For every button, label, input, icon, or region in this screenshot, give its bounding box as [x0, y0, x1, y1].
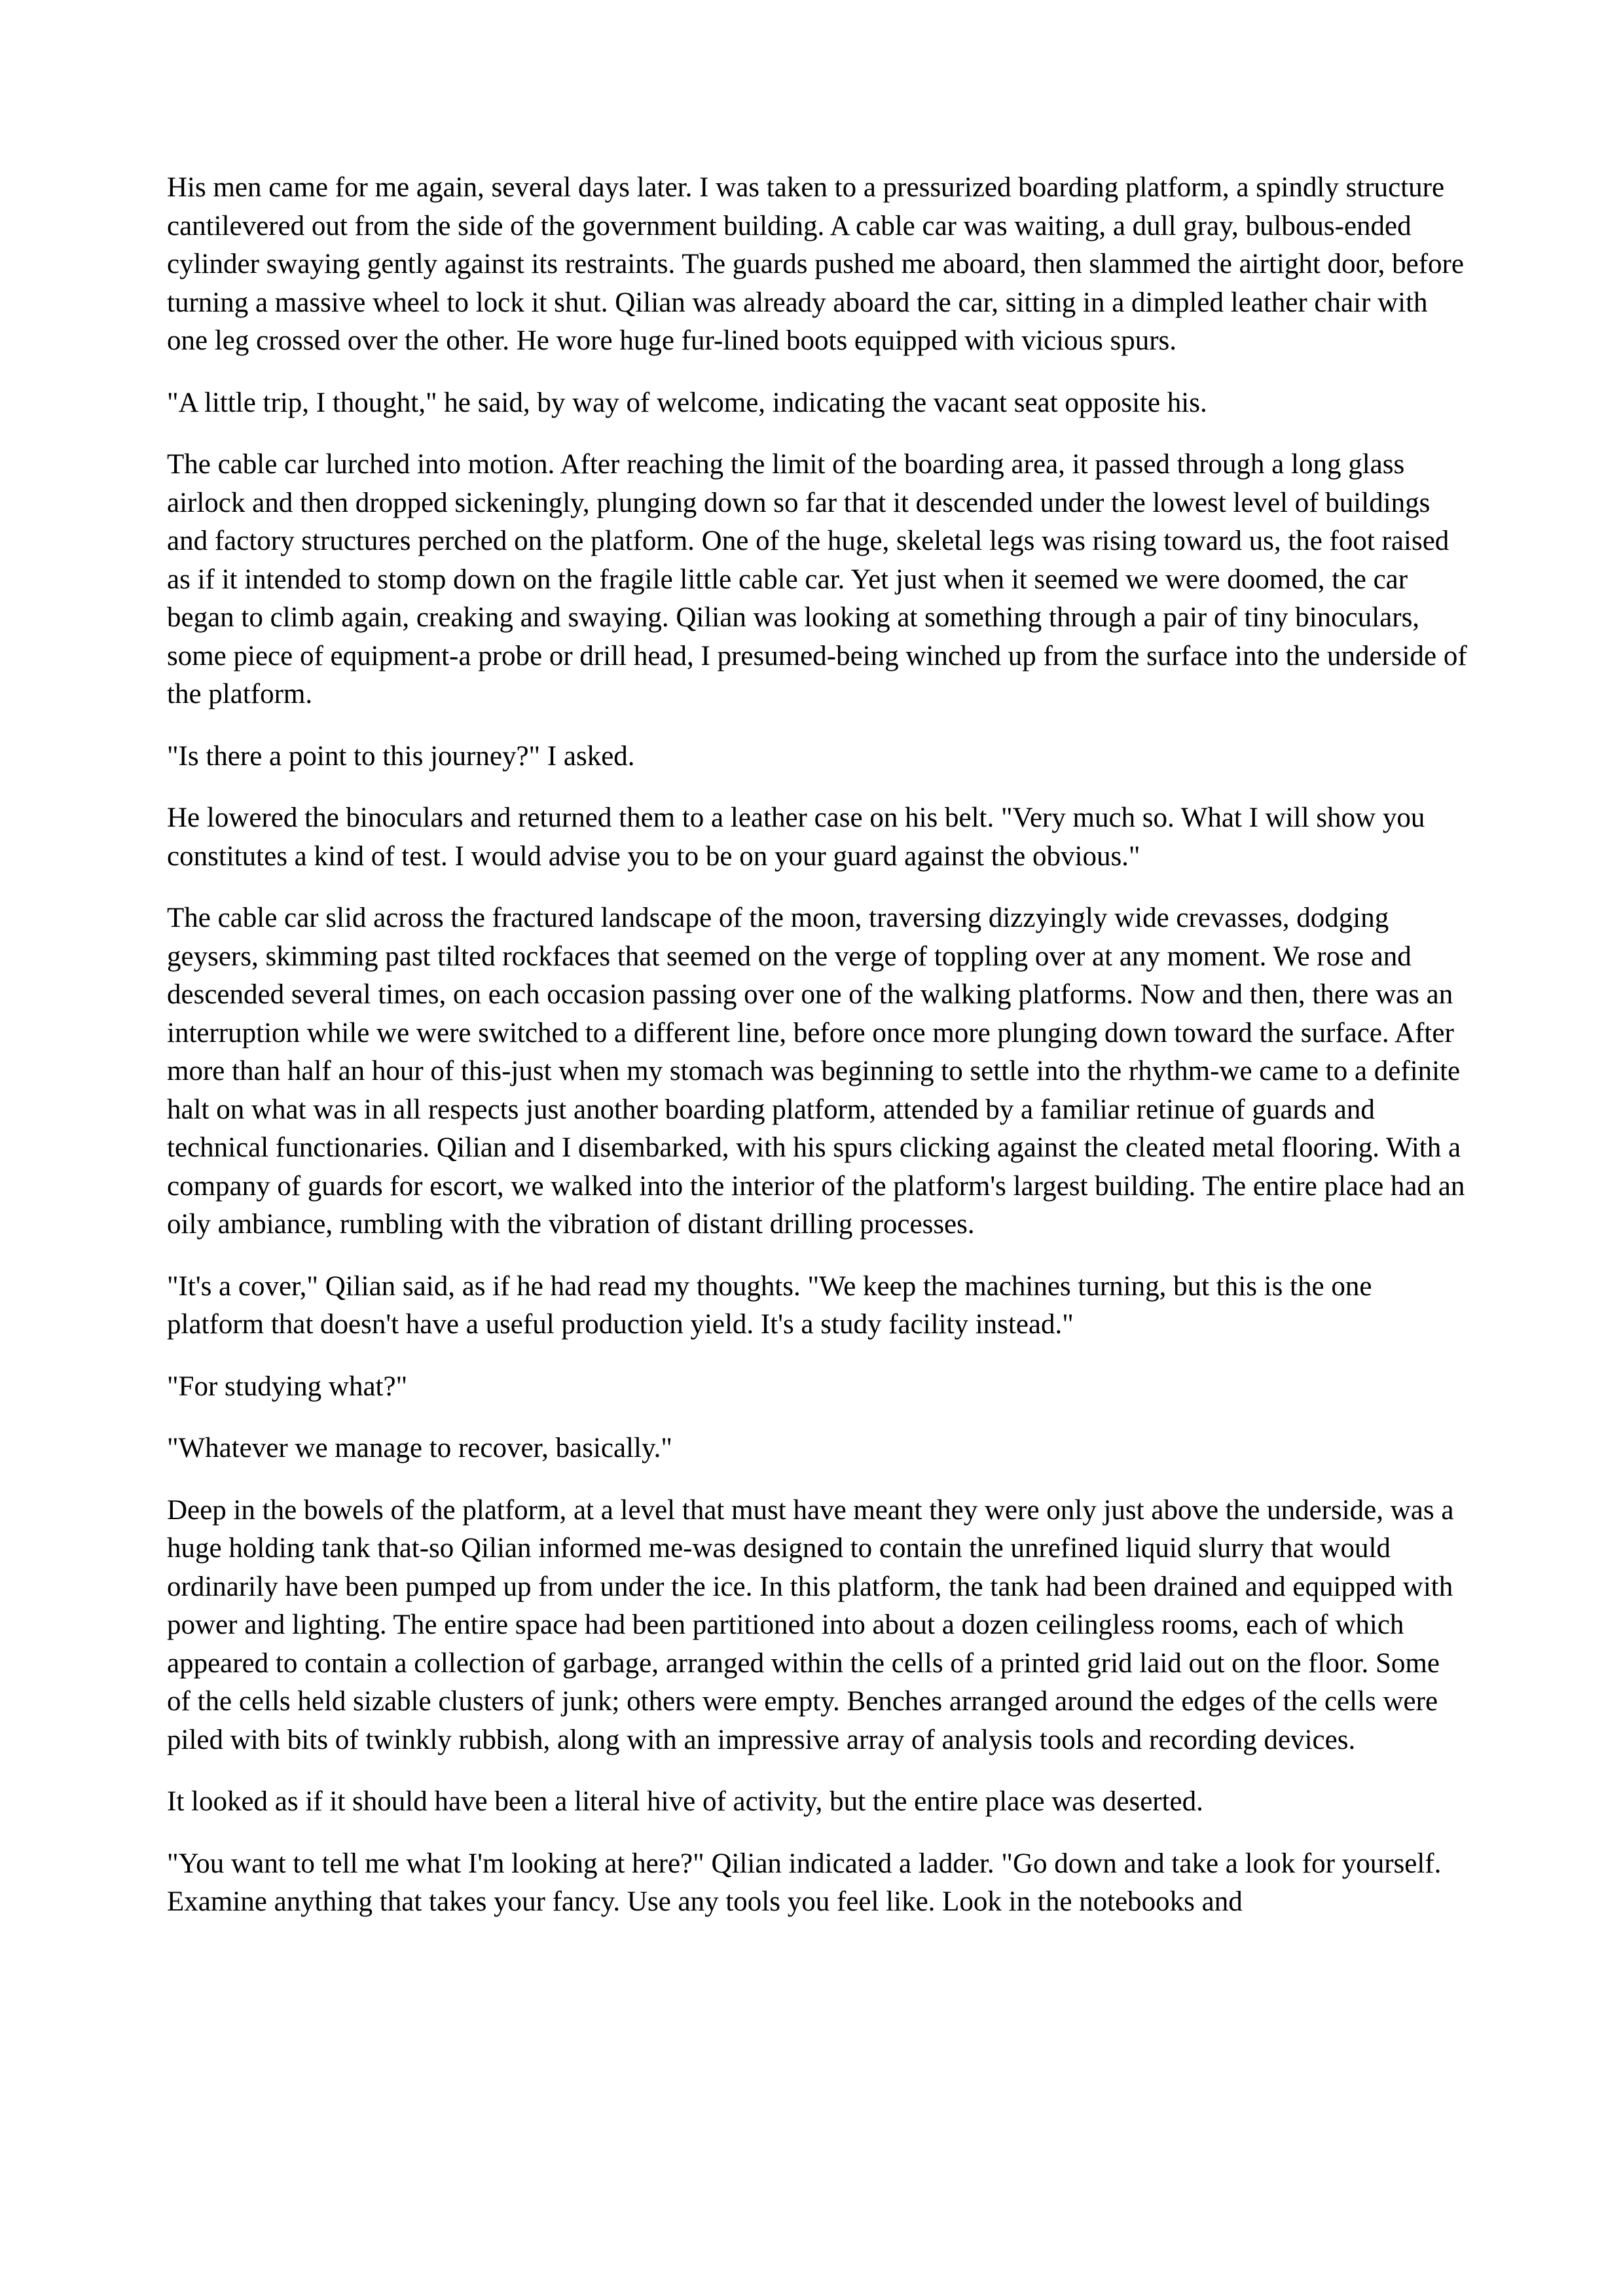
paragraph-8: "For studying what?"	[167, 1371, 408, 1402]
paragraph-4: "Is there a point to this journey?" I asked.	[167, 740, 635, 772]
paragraph-11: It looked as if it should have been a literal hive of activity, but the entire place was deserted.	[167, 1786, 1203, 1817]
paragraph-2: "A little trip, I thought," he said, by way of welcome, indicating the vacant seat opposite his.	[167, 387, 1207, 418]
paragraph-3: The cable car lurched into motion. After reaching the limit of the boarding area, it passed through a long glass airlock and then dropped sickeningly, plunging down so far that it descended under the lowest level of buildings and factory structures perched on the platform. One of the huge, skeletal legs was rising toward us, the foot raised as if it intended to stomp down on the fragile little cable car. Yet just when it seemed we were doomed, the car began to climb again, creaking and swaying. Qilian was looking at something through a pair of tiny binoculars, some piece of equipment-a probe or drill head, I presumed-being winched up from the surface into the underside of the platform.	[167, 449, 1467, 709]
paragraph-7: "It's a cover," Qilian said, as if he had read my thoughts. "We keep the machines turning, but this is the one platform that doesn't have a useful production yield. It's a study facility instead."	[167, 1270, 1372, 1340]
paragraph-9: "Whatever we manage to recover, basically."	[167, 1433, 672, 1463]
paragraph-1: His men came for me again, several days later. I was taken to a pressurized boarding platform, a spindly structure cantilevered out from the side of the government building. A cable car was waiting, a dull gray, bulbous-ended cylinder swaying gently against its restraints. The guards pushed me aboard, then slammed the airtight door, before turning a massive wheel to lock it shut. Qilian was already aboard the car, sitting in a dimpled leather chair with one leg crossed over the other. He wore huge fur-lined boots equipped with vicious spurs.	[167, 172, 1464, 356]
paragraph-6: The cable car slid across the fractured landscape of the moon, traversing dizzyingly wide crevasses, dodging geysers, skimming past tilted rockfaces that seemed on the verge of toppling over at any moment. We rose and descended several times, on each occasion passing over one of the walking platforms. Now and then, there was an interruption while we were switched to a different line, before once more plunging down toward the surface. After more than half an hour of this-just when my stomach was beginning to settle into the rhythm-we came to a definite halt on what was in all respects just another boarding platform, attended by a familiar retinue of guards and technical functionaries. Qilian and I disembarked, with his spurs clicking against the cleated metal flooring. With a company of guards for escort, we walked into the interior of the platform's largest building. The entire place had an oily ambiance, rumbling with the vibration of distant drilling processes.	[167, 903, 1465, 1240]
body-text	[167, 169, 1470, 1945]
paragraph-10: Deep in the bowels of the platform, at a level that must have meant they were only just above the underside, was a huge holding tank that-so Qilian informed me-was designed to contain the unrefined liquid slurry that would ordinarily have been pumped up from under the ice. In this platform, the tank had been drained and equipped with power and lighting. The entire space had been partitioned into about a dozen ceilingless rooms, each of which appeared to contain a collection of garbage, arranged within the cells of a printed grid laid out on the floor. Some of the cells held sizable clusters of junk; others were empty. Benches arranged around the edges of the cells were piled with bits of twinkly rubbish, along with an impressive array of analysis tools and recording devices.	[167, 1494, 1454, 1755]
paragraph-5: He lowered the binoculars and returned them to a leather case on his belt. "Very much so. What I will show you constitutes a kind of test. I would advise you to be on your guard against the obvious."	[167, 802, 1425, 872]
paragraph-12: "You want to tell me what I'm looking at here?" Qilian indicated a ladder. "Go down and take a look for yourself. Examine anything that takes your fancy. Use any tools you feel like. Look in the notebooks and	[167, 1848, 1442, 1917]
